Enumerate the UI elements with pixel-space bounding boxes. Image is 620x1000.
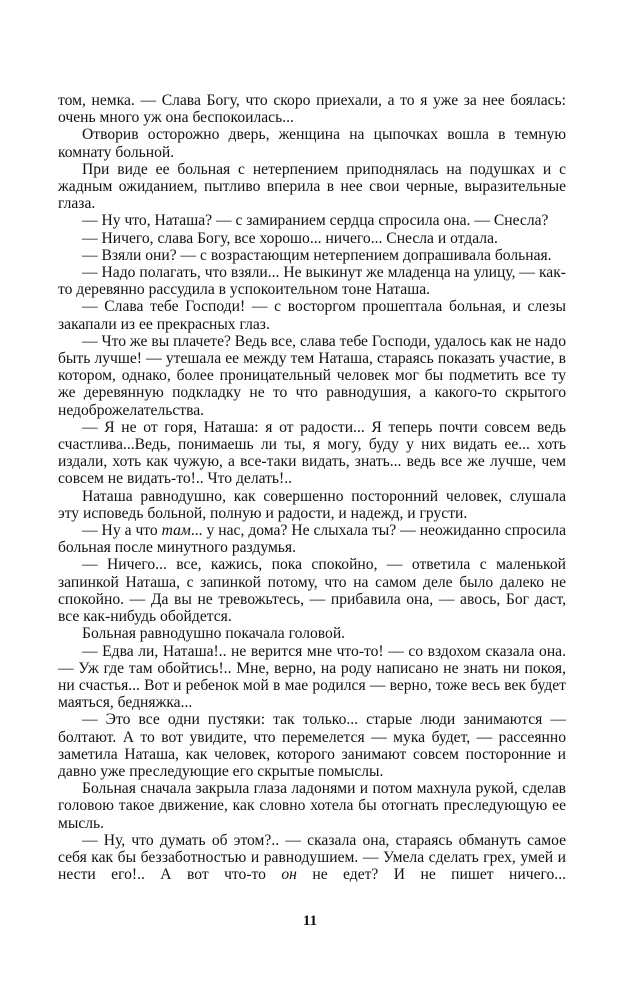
paragraph: При виде ее больная с нетерпением приподнялась на подушках и с жадным ожиданием, пытливо вперила в нее свои черные, выразительные глаза. [58,160,566,213]
paragraph: — Надо полагать, что взяли... Не выкинут же младенца на улицу, — как-то деревянно рассудила в успокоительном тоне Наташа. [58,264,566,299]
page-number: 11 [302,913,318,929]
paragraph: Наташа равнодушно, как совершенно посторонний человек, слушала эту исповедь больной, полную и радости, и надежд, и грусти. [58,487,566,522]
paragraph: — Слава тебе Господи! — с восторгом прошептала больная, и слезы закапали из ее прекрасных глаз. [58,298,566,333]
text-span: — Ну а что [82,522,162,540]
paragraph: — Взяли они? — с возрастающим нетерпением допрашивала больная. [82,246,552,264]
paragraph: — Я не от горя, Наташа: я от радости... Я теперь почти совсем ведь счастлива...Ведь, понимаешь ли ты, я могу, буду у них видать ее... хоть издали, хоть как чужую, а все-таки видать, знать... ведь все же лучше, чем совсем не видать-то!.. Что делать!.. [58,418,566,488]
paragraph: Отворив осторожно дверь, женщина на цыпочках вошла в темную комнату больной. [58,126,566,161]
emphasis-text: он [281,866,297,884]
text-span: ... у нас, дома? Не слыхала ты? — неожиданно спросила больная после минутного раздумья. [58,522,567,557]
paragraph: том, немка. — Слава Богу, что скоро приехали, а то я уже за нее боялась: очень много уж она беспокоилась... [58,92,566,127]
page-body [58,92,566,883]
paragraph: Больная сначала закрыла глаза ладонями и потом махнула рукой, сделав головою такое движение, как словно хотела бы отогнать преследующую ее мысль. [58,780,566,832]
paragraph: — Ничего, слава Богу, все хорошо... ничего... Снесла и отдала. [82,229,498,247]
paragraph: — Ничего... все, кажись, пока спокойно, — ответила с маленькой запинкой Наташа, с запинкой потому, что на самом деле было далеко не спокойно. — Да вы не тревожьтесь, — прибавила она, — авось, Бог даст, все как-нибудь обойдется. [58,556,566,626]
paragraph: Больная равнодушно покачала головой. [82,625,346,643]
paragraph: — Это все одни пустяки: так только... старые люди занимаются — болтают. А то вот увидите, что перемелется — мука будет, — рассеянно заметила Наташа, как человек, которого занимают совсем посторонние и давно уже преследующие его скрытые помыслы. [58,711,566,780]
paragraph: — Едва ли, Наташа!.. не верится мне что-то! — со вздохом сказала она. — Уж где там обойтись!.. Мне, верно, на роду написано не знать ни покоя, ни счастья... Вот и ребенок мой в мае родился — верно, тоже весь век будет маяться, бедняжка... [58,642,566,712]
emphasis-text: там [161,522,191,540]
paragraph: — Что же вы плачете? Ведь все, слава тебе Господи, удалось как не надо быть лучше! — утешала ее между тем Наташа, стараясь показать участие, в котором, однако, более проницательный человек мог бы подметить все ту же деревянную подкладку не то что равнодушия, а какого-то скрытого недоброжелательства. [58,332,566,419]
paragraph: — Ну что, Наташа? — с замиранием сердца спросила она. — Снесла? [82,212,549,230]
paragraph [58,832,566,884]
text-span: — Ну, что думать об этом?.. — сказала она, стараясь обмануть самое себя как бы беззаботностью и равнодушием. — Умела сделать грех, умей и нести его!.. А вот что-то [58,831,566,884]
text-span: не едет? И не пишет ничего... [296,866,566,884]
paragraph [58,522,566,556]
